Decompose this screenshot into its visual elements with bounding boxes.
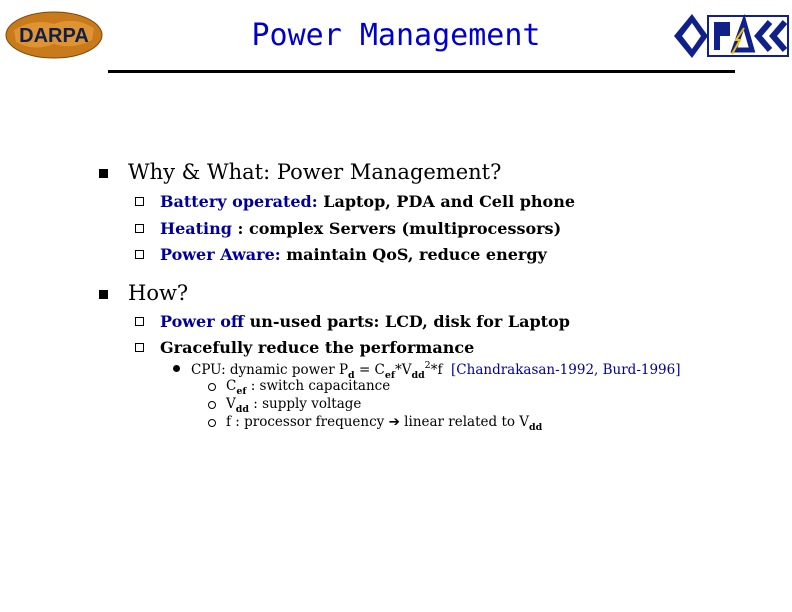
bullet-ring [208, 383, 216, 391]
bullet-square [99, 290, 108, 299]
bullet-ring [208, 401, 216, 409]
darpa-logo-text: DARPA [19, 25, 89, 47]
page-title: Power Management [251, 18, 541, 53]
vdd-item: $V_{dd}$ : supply voltage [226, 396, 362, 415]
sub-bullet-1-3: Power Aware: maintain QoS, reduce energy [160, 245, 547, 264]
sub-bullet-2-1: Power off un-used parts: LCD, disk for Laptop [160, 312, 570, 331]
sub-bullet-box [135, 317, 144, 326]
sub-bullet-box [135, 343, 144, 352]
sub-bullet-1-2: Heating : complex Servers (multiprocessors) [160, 219, 562, 238]
sub-bullet-1-1: Battery operated: Laptop, PDA and Cell phone [160, 192, 576, 211]
bullet-2-text: How? [128, 281, 189, 305]
cef-item: $C_{ef}$ : switch capacitance [226, 378, 391, 397]
sub-bullet-2-2: Gracefully reduce the performance [160, 338, 475, 357]
sub-bullet-box [135, 224, 144, 233]
bullet-square [99, 169, 108, 178]
bullet-1-text: Why & What: Power Management? [128, 160, 502, 184]
frequency-item: f : processor frequency ➔ linear related to $V_{dd}$ [226, 414, 543, 433]
cpu-power-formula: CPU: dynamic power $P_d = C_{ef}*V_{dd}^2*f$ [Chandrakasan-1992, Burd-1996] [191, 360, 681, 381]
bullet-ring [208, 419, 216, 427]
title-rule [108, 70, 735, 73]
right-arrow-icon: ➔ [388, 414, 400, 430]
bullet-dot [173, 365, 180, 372]
sub-bullet-box [135, 250, 144, 259]
sub-bullet-box [135, 197, 144, 206]
